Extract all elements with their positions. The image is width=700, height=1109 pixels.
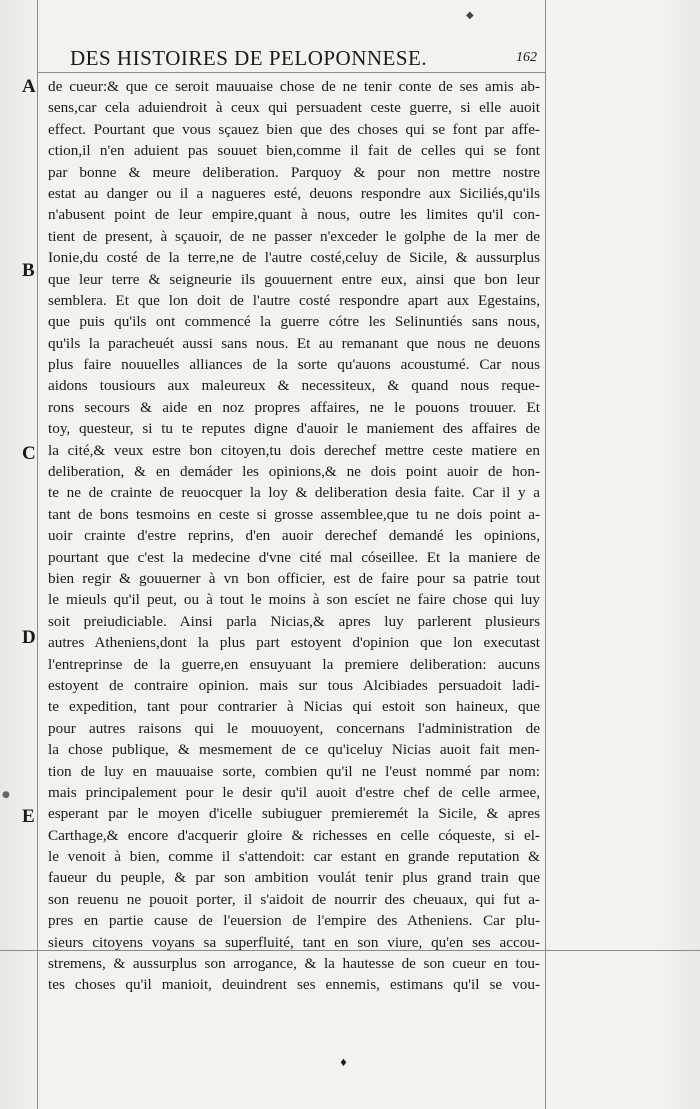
folio-number: 162 [516,50,537,65]
text-line: toy, questeur, si tu te reputes digne d'auoir le maniement des affaires de [48,420,540,438]
text-line: te expedition, tant pour contrarier à Nicias qui estoit son haineux, que [48,698,540,716]
text-line: pres en partie cause de l'euersion de l'empire des Atheniens. Car plu- [48,912,540,930]
text-line: esperant par le moyen d'icelle subiuguer premieremét la Sicile, & apres [48,805,540,823]
text-line: tes choses qu'il manioit, deuindrent ses ennemis, estimans qu'il se vou- [48,976,540,994]
text-line: Carthage,& encore d'acquerir gloire & richesses en celle cóqueste, si el- [48,826,540,844]
text-line: aidons tousiours aux maleureux & necessiteux, & quand nous reque- [48,377,540,395]
text-line: plus faire nouuelles alliances de la sorte qu'auons acoustumé. Car nous [48,356,540,374]
text-line: rons secours & aide en noz propres affaires, ne le pouons trouuer. Et [48,398,540,416]
text-line: tion de luy en mauuaise sorte, combien qu'il ne l'eust nommé par nom: [48,762,540,780]
text-line: Ionie,du costé de la terre,ne de l'autre costé,celuy de Sicile, & aussurplus [48,249,540,267]
text-line: n'abusent point de leur empire,quant à nous, outre les limites qu'il con- [48,206,540,224]
text-line: que puis qu'ils ont commencé la guerre cótre les Selinuntiés sans nous, [48,313,540,331]
text-line: la cité,& veux estre bon citoyen,tu dois derechef mettre ceste matiere en [48,441,540,459]
text-line: autres Atheniens,dont la plus part estoyent d'opinion que lon executast [48,634,540,652]
text-line: pour autres raisons qui le mouuoyent, concernans l'administration de [48,719,540,737]
text-line: estoyent de contraire opinion. mais sur tous Alcibiades persuadoit ladi- [48,676,540,694]
running-title: DES HISTOIRES DE PELOPONNESE. [70,46,428,70]
text-line: le mieuls qu'il peut, ou à tout le moins à son escíet ne faire chose qui luy [48,591,540,609]
header-rule [37,72,546,73]
fleuron-icon: ♦ [339,1058,348,1069]
ink-speck-icon: ● [2,790,10,800]
text-line: soit preiudiciable. Ainsi parla Nicias,& apres luy parlerent plusieurs [48,612,540,630]
text-line: mais principalement pour le desir qu'il auoit d'estre chef de celle armee, [48,783,540,801]
text-line: effect. Pourtant que vous sçauez bien que des choses qui se font par affe- [48,120,540,138]
text-line: qu'ils la paracheuét aussi sans nous. Et au remanant que nous ne deuons [48,334,540,352]
text-line: deliberation, & en demáder les opinions,& ne dois point auoir de hon- [48,463,540,481]
text-line: son reuenu ne pouoit porter, il s'aidoit de nourrir des cheuaux, qui fut a- [48,890,540,908]
text-line: sens,car cela aduiendroit à ceux qui persuadent ceste guerre, si elle auoit [48,99,540,117]
text-line: faueur du peuple, & par son ambition voulát tenir plus grand train que [48,869,540,887]
body-text [48,76,540,996]
text-line: que leur terre & seigneurie ils gouuernent entre eux, ainsi que bon leur [48,270,540,288]
text-line: pourtant que c'est la medecine d'vne cité mal cóseillee. Et la maniere de [48,548,540,566]
text-line: te ne de crainte de reuocquer la loy & deliberation desia faite. Car il y a [48,484,540,502]
text-line: l'entreprinse de la guerre,en ensuyuant la premiere deliberation: aucuns [48,655,540,673]
text-line: la chose publique, & mesmement de ce qu'iceluy Nicias auoit fait men- [48,741,540,759]
ink-speck-icon: ◆ [466,10,474,21]
margin-marker-a: A [22,76,36,97]
text-line: sieurs citoyens voyans sa superfluité, tant en son viure, qu'en ses accou- [48,933,540,951]
text-line: tient de present, à sçauoir, de ne passer n'exceder le golphe de la mer de [48,227,540,245]
margin-marker-b: B [22,260,35,281]
text-line: de cueur:& que ce seroit mauuaise chose de ne tenir conte de ses amis ab- [48,78,540,95]
margin-marker-e: E [22,806,35,827]
text-line: ction,il n'en aduient pas souuet bien,comme il fait de celles qui se font [48,142,540,160]
text-line: uoir crainte d'estre reprins, d'en auoir derechef demandé les opinions, [48,527,540,545]
margin-marker-d: D [22,627,36,648]
margin-marker-c: C [22,443,36,464]
text-line: par bonne & meure deliberation. Parquoy & pour non mettre nostre [48,163,540,181]
text-line: bien regir & gouuerner à vn bon officier, est de faire pour sa patrie tout [48,569,540,587]
text-line: le venoit à bien, comme il s'attendoit: car estant en grande reputation & [48,848,540,866]
left-margin-rule [37,0,38,1109]
right-margin-rule [545,0,546,1109]
text-line: tant de bons tesmoins en ceste si grosse assemblee,que tu ne dois point a- [48,505,540,523]
text-line: semblera. Et que lon doit de l'autre costé respondre apart aux Egestains, [48,291,540,309]
text-line: stremens, & aussurplus son arrogance, & la hautesse de son cueur en tou- [48,955,540,973]
text-line: estat au danger ou il a nagueres esté, deuons respondre aux Siciliés,qu'ils [48,184,540,202]
